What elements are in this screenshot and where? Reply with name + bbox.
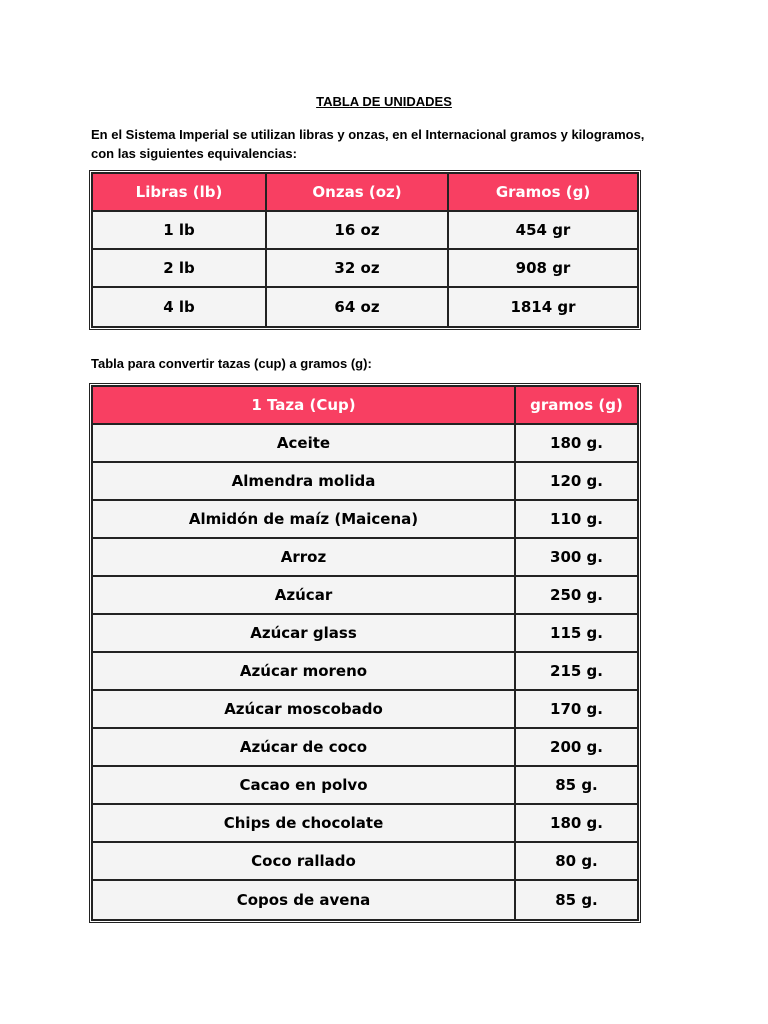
table-cell: 4 lb <box>93 288 267 326</box>
grams-cell: 120 g. <box>516 463 637 501</box>
section-subtitle: Tabla para convertir tazas (cup) a gramos (g): <box>91 356 372 371</box>
table-cell: 1814 gr <box>449 288 637 326</box>
table-row <box>93 881 637 919</box>
ingredient-cell: Azúcar glass <box>93 615 516 653</box>
grams-cell: 110 g. <box>516 501 637 539</box>
table-cell: 64 oz <box>267 288 449 326</box>
table-row <box>93 729 637 767</box>
ingredient-cell: Chips de chocolate <box>93 805 516 843</box>
ingredient-cell: Arroz <box>93 539 516 577</box>
column-header-libras: Libras (lb) <box>93 174 267 212</box>
page-title: TABLA DE UNIDADES <box>316 94 452 109</box>
table-row <box>93 653 637 691</box>
table-header-row <box>93 174 637 212</box>
units-conversion-table <box>91 172 639 328</box>
table-row <box>93 425 637 463</box>
grams-cell: 170 g. <box>516 691 637 729</box>
grams-cell: 115 g. <box>516 615 637 653</box>
ingredient-cell: Azúcar moreno <box>93 653 516 691</box>
table-cell: 454 gr <box>449 212 637 250</box>
table-row <box>93 767 637 805</box>
ingredient-cell: Azúcar <box>93 577 516 615</box>
ingredient-cell: Almidón de maíz (Maicena) <box>93 501 516 539</box>
ingredient-cell: Copos de avena <box>93 881 516 919</box>
table-row <box>93 250 637 288</box>
table-row <box>93 539 637 577</box>
grams-cell: 85 g. <box>516 881 637 919</box>
ingredient-cell: Aceite <box>93 425 516 463</box>
intro-paragraph: En el Sistema Imperial se utilizan libras y onzas, en el Internacional gramos y kilogramos, con las siguientes equivalencias: <box>91 127 645 161</box>
ingredient-cell: Azúcar moscobado <box>93 691 516 729</box>
table-row <box>93 577 637 615</box>
column-header-onzas: Onzas (oz) <box>267 174 449 212</box>
table-row <box>93 212 637 250</box>
table-row <box>93 288 637 326</box>
grams-cell: 215 g. <box>516 653 637 691</box>
grams-cell: 80 g. <box>516 843 637 881</box>
table-row <box>93 805 637 843</box>
ingredient-cell: Cacao en polvo <box>93 767 516 805</box>
table-cell: 2 lb <box>93 250 267 288</box>
grams-cell: 250 g. <box>516 577 637 615</box>
ingredient-cell: Azúcar de coco <box>93 729 516 767</box>
column-header-gramos: gramos (g) <box>516 387 637 425</box>
table-header-row <box>93 387 637 425</box>
grams-cell: 300 g. <box>516 539 637 577</box>
table-row <box>93 691 637 729</box>
column-header-gramos: Gramos (g) <box>449 174 637 212</box>
ingredient-cell: Coco rallado <box>93 843 516 881</box>
table-cell: 16 oz <box>267 212 449 250</box>
ingredient-cell: Almendra molida <box>93 463 516 501</box>
grams-cell: 180 g. <box>516 805 637 843</box>
grams-cell: 85 g. <box>516 767 637 805</box>
table-row <box>93 501 637 539</box>
table-cell: 908 gr <box>449 250 637 288</box>
grams-cell: 200 g. <box>516 729 637 767</box>
table-row <box>93 843 637 881</box>
grams-cell: 180 g. <box>516 425 637 463</box>
column-header-taza: 1 Taza (Cup) <box>93 387 516 425</box>
table-row <box>93 615 637 653</box>
table-row <box>93 463 637 501</box>
cup-conversion-table <box>91 385 639 921</box>
table-cell: 1 lb <box>93 212 267 250</box>
table-cell: 32 oz <box>267 250 449 288</box>
